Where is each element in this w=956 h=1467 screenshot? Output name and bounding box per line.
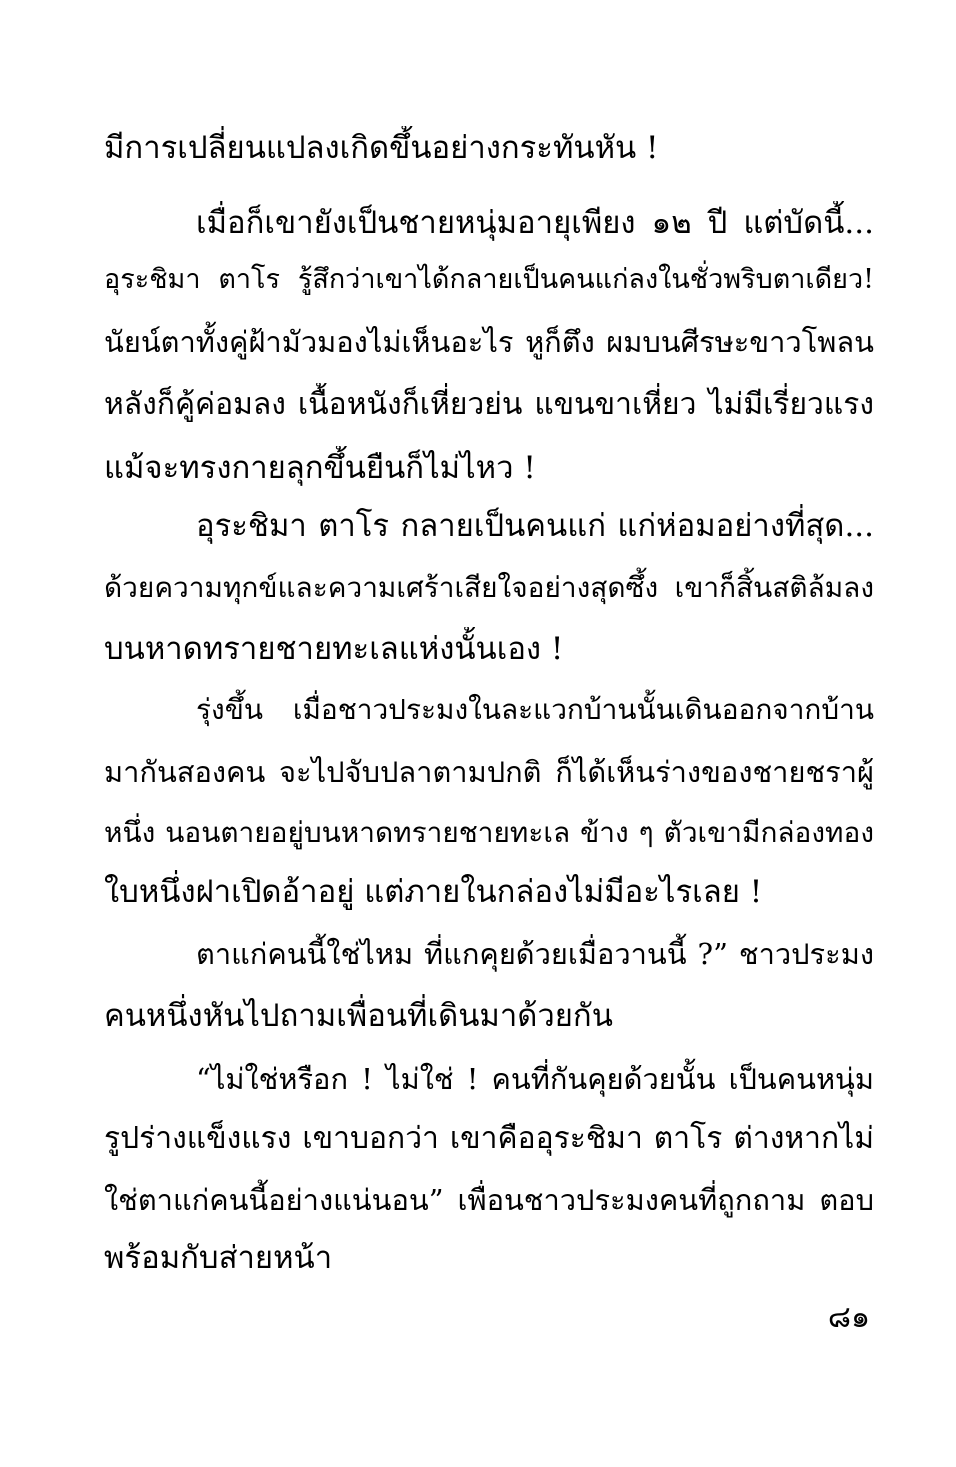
text-line-15: คนหนึ่งหันไปถามเพื่อนที่เดินมาด้วยกัน: [104, 998, 613, 1034]
text-line-14: ตาแก่คนนี้ใช่ไหม ที่แกคุยด้วยเมื่อวานนี้ ?” ชาวประมง: [196, 937, 874, 971]
text-line-12: หนึ่ง นอนตายอยู่บนหาดทรายชายทะเล ข้าง ๆ ตัวเขามีกล่องทอง: [104, 816, 874, 849]
text-line-6: แม้จะทรงกายลุกขึ้นยืนก็ไม่ไหว !: [104, 450, 536, 486]
text-line-17: รูปร่างแข็งแรง เขาบอกว่า เขาคืออุระชิมา ตาโร ต่างหากไม่: [104, 1121, 874, 1156]
text-line-5: หลังก็คู้ค่อมลง เนื้อหนังก็เหี่ยวย่น แขนขาเหี่ยว ไม่มีเรี่ยวแรง: [104, 387, 874, 422]
text-line-16: “ไม่ใช่หรือก ! ไม่ใช่ ! คนที่กันคุยด้วยนั้น เป็นคนหนุ่ม: [196, 1062, 874, 1096]
text-line-7: อุระชิมา ตาโร กลายเป็นคนแก่ แก่ห่อมอย่างที่สุด...: [196, 508, 874, 544]
page-number: ๘๑: [827, 1300, 870, 1335]
text-line-3: อุระชิมา ตาโร รู้สึกว่าเขาได้กลายเป็นคนแก่ลงในชั่วพริบตาเดียว!: [104, 264, 874, 295]
text-line-9: บนหาดทรายชายทะเลแห่งนั้นเอง !: [104, 631, 564, 667]
text-line-10: รุ่งขึ้น เมื่อชาวประมงในละแวกบ้านนั้นเดินออกจากบ้าน: [196, 693, 874, 726]
text-line-13: ใบหนึ่งฝาเปิดอ้าอยู่ แต่ภายในกล่องไม่มีอะไรเลย !: [104, 874, 763, 910]
text-line-1: มีการเปลี่ยนแปลงเกิดขึ้นอย่างกระทันหัน !: [104, 130, 659, 166]
text-line-11: มากันสองคน จะไปจับปลาตามปกติ ก็ได้เห็นร่างของชายชราผู้: [104, 755, 874, 789]
text-line-19: พร้อมกับส่ายหน้า: [104, 1240, 333, 1276]
text-line-4: นัยน์ตาทั้งคู่ฝ้ามัวมองไม่เห็นอะไร หูก็ตึง ผมบนศีรษะขาวโพลน: [104, 325, 874, 359]
text-line-2: เมื่อก็เขายังเป็นชายหนุ่มอายุเพียง ๑๒ ปี แต่บัดนี้...: [196, 205, 874, 241]
text-line-8: ด้วยความทุกข์และความเศร้าเสียใจอย่างสุดซึ้ง เขาก็สิ้นสติล้มลง: [104, 571, 874, 604]
text-line-18: ใช่ตาแก่คนนี้อย่างแน่นอน” เพื่อนชาวประมงคนที่ถูกถาม ตอบ: [104, 1183, 874, 1217]
